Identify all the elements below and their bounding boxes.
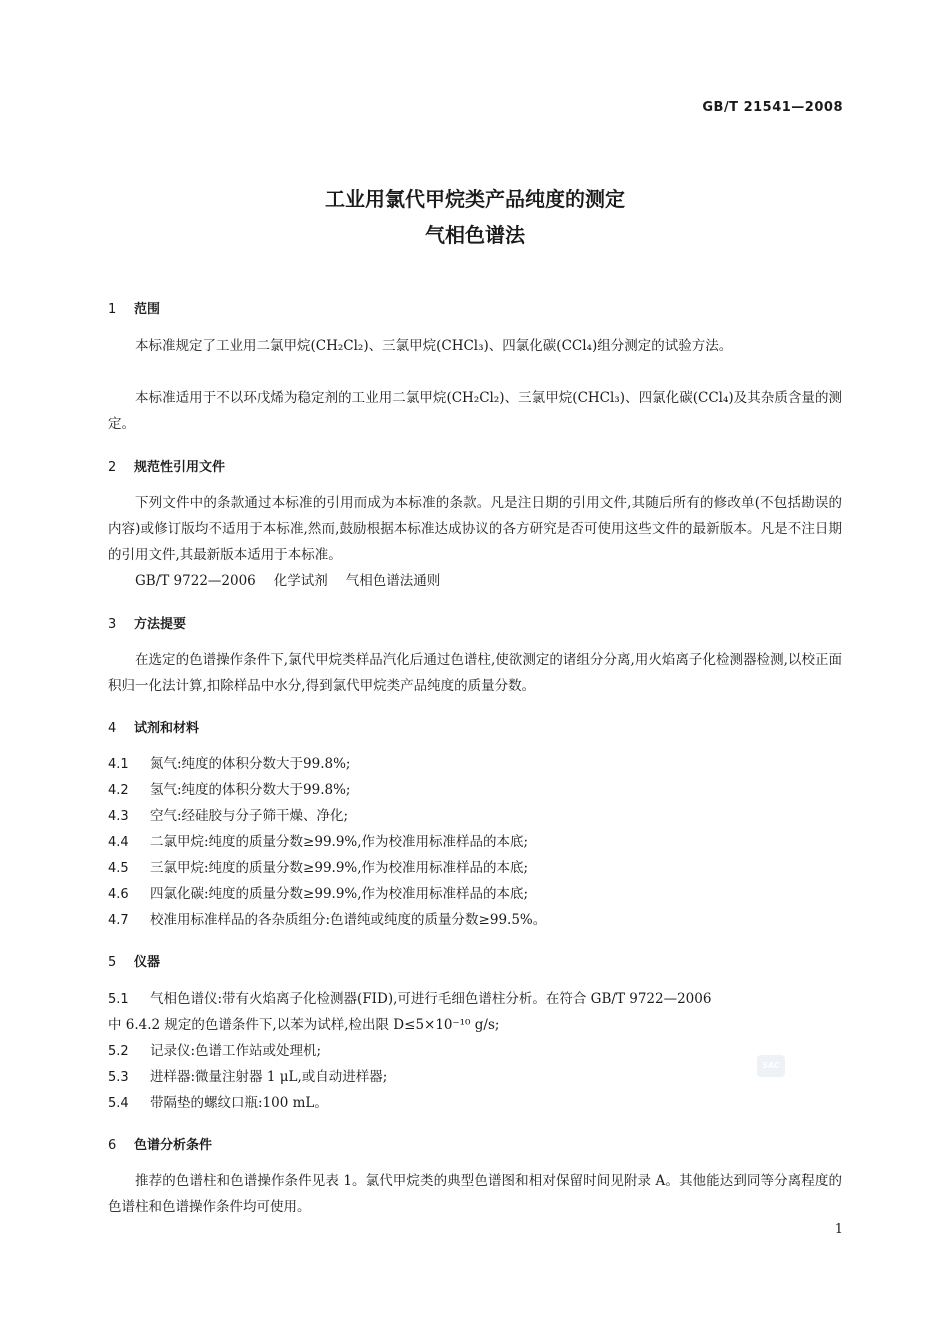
reagent-item [108,907,546,934]
item-number: 5.2 [108,1044,129,1059]
section-title: 色谱分析条件 [134,1138,213,1153]
item-number: 4.7 [108,913,129,928]
item-number: 4.5 [108,861,129,876]
conditions-paragraph: 推荐的色谱柱和色谱操作条件见表 1。氯代甲烷类的典型色谱图和相对保留时间见附录 A。其他能达到同等分离程度的色谱柱和色谱操作条件均可使用。 [108,1173,842,1215]
item-number: 4.1 [108,757,129,772]
scope-paragraph-2: 本标准适用于不以环戊烯为稳定剂的工业用二氯甲烷(CH₂Cl₂)、三氯甲烷(CHCl₃)、四氯化碳(CCl₄)及其杂质含量的测定。 [108,390,842,432]
item-number: 4.3 [108,809,129,824]
document-title: 工业用氯代甲烷类产品纯度的测定 [325,187,625,211]
scope-paragraph-1: 本标准规定了工业用二氯甲烷(CH₂Cl₂)、三氯甲烷(CHCl₃)、四氯化碳(CCl₄)组分测定的试验方法。 [135,338,733,354]
section-number: 4 [108,721,117,736]
item-text: 空气:经硅胶与分子筛干燥、净化; [150,808,349,824]
item-text: 氢气:纯度的体积分数大于99.8%; [150,782,351,798]
item-number: 4.6 [108,887,129,902]
reagent-item [108,803,348,830]
reagent-item [108,881,528,908]
document-subtitle: 气相色谱法 [425,223,525,247]
reference-code: GB/T 9722—2006 [135,573,256,589]
section-number: 3 [108,617,117,632]
item-number: 4.4 [108,835,129,850]
item-text: 二氯甲烷:纯度的质量分数≥99.9%,作为校准用标准样品的本底; [150,834,529,850]
section-title: 试剂和材料 [134,721,200,736]
reference-name-part1: 化学试剂 [273,573,328,589]
apparatus-item [108,986,711,1013]
sac-watermark-logo: SAC [757,1055,785,1077]
section-title: 仪器 [134,955,161,970]
section-heading-apparatus [108,951,160,970]
apparatus-item [108,1090,328,1117]
item-text: 气相色谱仪:带有火焰离子化检测器(FID),可进行毛细色谱柱分析。在符合 GB/T 9722—2006 [150,991,712,1007]
item-text: 带隔垫的螺纹口瓶:100 mL。 [150,1095,328,1111]
item-text: 校准用标准样品的各杂质组分:色谱纯或纯度的质量分数≥99.5%。 [150,912,547,928]
item-number: 5.1 [108,992,129,1007]
apparatus-item [108,1064,387,1091]
page-number: 1 [834,1222,843,1237]
item-text: 三氯甲烷:纯度的质量分数≥99.9%,作为校准用标准样品的本底; [150,860,529,876]
section-number: 1 [108,302,117,317]
standard-code: GB/T 21541—2008 [702,100,843,115]
section-number: 5 [108,955,117,970]
reference-entry [135,568,458,594]
section-heading-principle [108,613,186,632]
section-title: 规范性引用文件 [134,460,226,475]
apparatus-item [108,1038,321,1065]
reagent-item [108,751,350,778]
item-number: 5.4 [108,1096,129,1111]
reagent-item [108,855,528,882]
reagent-item [108,829,528,856]
item-text: 进样器:微量注射器 1 μL,或自动进样器; [150,1069,388,1085]
section-number: 6 [108,1138,117,1153]
references-paragraph: 下列文件中的条款通过本标准的引用而成为本标准的条款。凡是注日期的引用文件,其随后所有的修改单(不包括勘误的内容)或修订版均不适用于本标准,然而,鼓励根据本标准达成协议的各方研究是否可使用这些文件的最新版本。凡是不注日期的引用文件,其最新版本适用于本标准。 [108,495,842,563]
section-heading-reagents [108,717,199,736]
section-title: 范围 [134,302,161,317]
item-text: 氮气:纯度的体积分数大于99.8%; [150,756,351,772]
principle-paragraph: 在选定的色谱操作条件下,氯代甲烷类样品汽化后通过色谱柱,使欲测定的诸组分分离,用火焰离子化检测器检测,以校正面积归一化法计算,扣除样品中水分,得到氯代甲烷类产品纯度的质量分数。 [108,652,842,694]
item-text: 记录仪:色谱工作站或处理机; [150,1043,322,1059]
section-number: 2 [108,460,117,475]
item-text: 四氯化碳:纯度的质量分数≥99.9%,作为校准用标准样品的本底; [150,886,529,902]
reagent-item [108,777,350,804]
section-heading-scope [108,298,160,317]
section-title: 方法提要 [134,617,187,632]
section-heading-normative-references [108,456,225,475]
item-number: 5.3 [108,1070,129,1085]
section-heading-chromatographic-conditions [108,1134,212,1153]
apparatus-item-continuation: 中 6.4.2 规定的色谱条件下,以苯为试样,检出限 D≤5×10⁻¹⁰ g/s; [108,1017,500,1033]
reference-name-part2: 气相色谱法通则 [345,573,441,589]
item-number: 4.2 [108,783,129,798]
